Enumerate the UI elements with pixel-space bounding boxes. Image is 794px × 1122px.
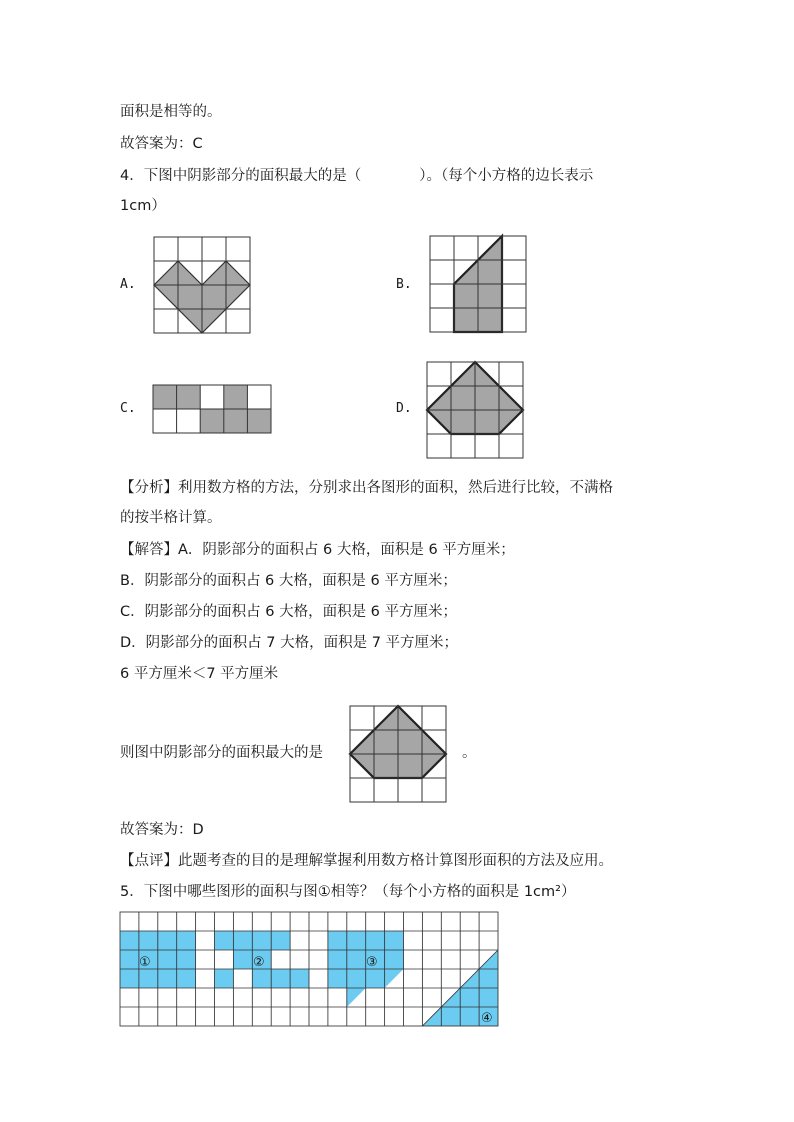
solution-line-a: 【解答】A．阴影部分的面积占 6 大格，面积是 6 平方厘米； bbox=[120, 542, 515, 558]
figure-a-heart bbox=[154, 237, 250, 333]
figure-d-pentagon bbox=[427, 362, 523, 458]
conclusion-figure-d bbox=[350, 706, 446, 802]
analysis-line-1: 【分析】利用数方格的方法，分别求出各图形的面积，然后进行比较，不满格 bbox=[120, 480, 613, 496]
answer-d-line: 故答案为：D bbox=[120, 822, 204, 838]
figure-c-cell bbox=[177, 385, 201, 409]
figure-c-cell bbox=[224, 385, 248, 409]
option-c-label: C. bbox=[120, 401, 136, 416]
question-4: 4．下图中阴影部分的面积最大的是（ ）。（每个小方格的边长表示 bbox=[120, 168, 594, 184]
figure-b-trapezoid bbox=[430, 236, 526, 332]
question-4-unit: 1cm） bbox=[120, 198, 166, 214]
figure-c-cell bbox=[247, 409, 271, 433]
figure-2-label: ② bbox=[253, 955, 265, 970]
figure-3-label: ③ bbox=[366, 955, 378, 970]
analysis-line-2: 的按半格计算。 bbox=[120, 510, 222, 526]
conclusion-period: 。 bbox=[462, 745, 477, 761]
question-5: 5．下图中哪些图形的面积与图①相等？（每个小方格的面积是 1cm²） bbox=[120, 884, 576, 900]
solution-line-c: C．阴影部分的面积占 6 大格，面积是 6 平方厘米； bbox=[120, 604, 458, 620]
comment-line: 【点评】此题考查的目的是理解掌握利用数方格计算图形面积的方法及应用。 bbox=[120, 853, 613, 869]
solution-line-b: B．阴影部分的面积占 6 大格，面积是 6 平方厘米； bbox=[120, 573, 457, 589]
option-b-label: B. bbox=[396, 277, 412, 292]
figure-c-cell bbox=[200, 409, 224, 433]
solution-line-d: D．阴影部分的面积占 7 大格，面积是 7 平方厘米； bbox=[120, 635, 459, 651]
option-d-label: D. bbox=[396, 401, 412, 416]
q5-grid-figure bbox=[120, 912, 498, 1026]
option-a-label: A. bbox=[120, 277, 136, 292]
figure-4-label: ④ bbox=[481, 1011, 493, 1026]
comparison-line: 6 平方厘米＜7 平方厘米 bbox=[120, 666, 279, 682]
figure-c-cell bbox=[153, 385, 177, 409]
text-line-answer-c: 故答案为：C bbox=[120, 136, 203, 152]
conclusion-text: 则图中阴影部分的面积最大的是 bbox=[120, 745, 323, 761]
figure-1-label: ① bbox=[139, 955, 151, 970]
figure-c-cell bbox=[224, 409, 248, 433]
figure-c-cells bbox=[153, 385, 271, 433]
text-line-1: 面积是相等的。 bbox=[120, 104, 222, 120]
